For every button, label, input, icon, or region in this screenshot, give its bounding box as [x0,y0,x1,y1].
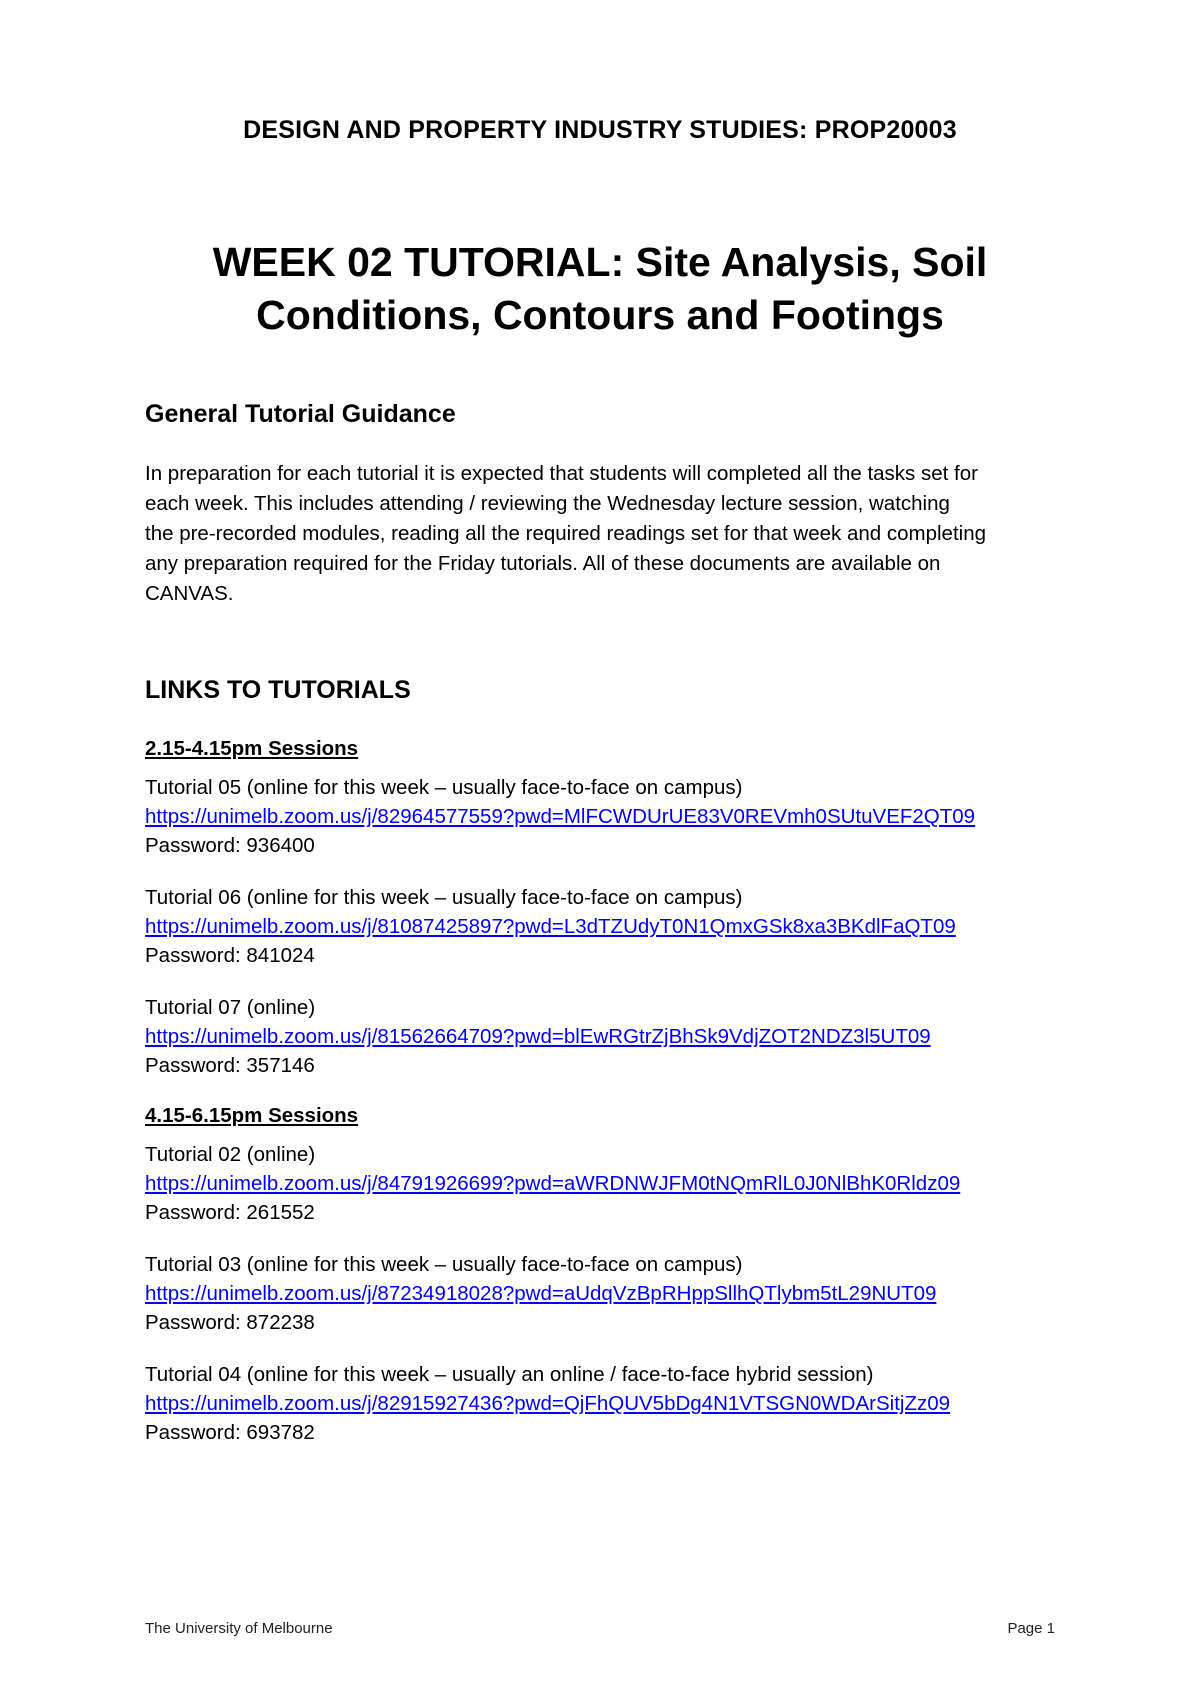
tutorial-entry [145,773,1105,860]
zoom-link[interactable]: https://unimelb.zoom.us/j/81087425897?pwd=L3dTZUdyT0N1QmxGSk8xa3BKdlFaQT09 [145,915,956,938]
tutorial-entry [145,883,1105,970]
tutorial-name: Tutorial 02 (online) [145,1143,316,1166]
title-line-2: Conditions, Contours and Footings [256,292,944,338]
tutorial-name: Tutorial 06 (online for this week – usually face-to-face on campus) [145,886,743,909]
tutorial-entry [145,1250,1105,1337]
tutorial-name: Tutorial 07 (online) [145,996,316,1019]
title-line-1: WEEK 02 TUTORIAL: Site Analysis, Soil [212,239,988,285]
tutorial-name: Tutorial 03 (online for this week – usually face-to-face on campus) [145,1253,743,1276]
session-heading: 4.15-6.15pm Sessions [145,1104,359,1127]
tutorial-password: Password: 693782 [145,1421,315,1444]
tutorial-password: Password: 261552 [145,1201,315,1224]
tutorial-password: Password: 841024 [145,944,315,967]
document-title [100,236,1100,342]
tutorial-name: Tutorial 05 (online for this week – usually face-to-face on campus) [145,776,743,799]
tutorial-password: Password: 872238 [145,1311,315,1334]
zoom-link[interactable]: https://unimelb.zoom.us/j/81562664709?pwd=blEwRGtrZjBhSk9VdjZOT2NDZ3l5UT09 [145,1025,931,1048]
links-heading: LINKS TO TUTORIALS [145,676,411,704]
tutorial-password: Password: 936400 [145,834,315,857]
zoom-link[interactable]: https://unimelb.zoom.us/j/87234918028?pwd=aUdqVzBpRHppSllhQTlybm5tL29NUT09 [145,1282,937,1305]
guidance-heading: General Tutorial Guidance [145,400,456,428]
session-group-afternoon [145,735,1105,1103]
session-heading: 2.15-4.15pm Sessions [145,737,359,760]
guidance-line: each week. This includes attending / reviewing the Wednesday lecture session, watching [145,492,950,515]
tutorial-password: Password: 357146 [145,1054,315,1077]
guidance-line: CANVAS. [145,582,234,605]
tutorial-entry [145,993,1105,1080]
guidance-line: the pre-recorded modules, reading all the required readings set for that week and completing [145,522,986,545]
guidance-line: any preparation required for the Friday tutorials. All of these documents are available on [145,552,941,575]
course-header: DESIGN AND PROPERTY INDUSTRY STUDIES: PROP20003 [243,116,957,144]
guidance-paragraph [145,459,1085,609]
session-group-evening [145,1102,1105,1470]
zoom-link[interactable]: https://unimelb.zoom.us/j/82964577559?pwd=MlFCWDUrUE83V0REVmh0SUtuVEF2QT09 [145,805,976,828]
zoom-link[interactable]: https://unimelb.zoom.us/j/84791926699?pwd=aWRDNWJFM0tNQmRlL0J0NlBhK0Rldz09 [145,1172,961,1195]
footer-page-number: Page 1 [1007,1620,1055,1637]
footer-institution: The University of Melbourne [145,1620,333,1637]
tutorial-entry [145,1360,1105,1447]
tutorial-name: Tutorial 04 (online for this week – usually an online / face-to-face hybrid session) [145,1363,874,1386]
zoom-link[interactable]: https://unimelb.zoom.us/j/82915927436?pwd=QjFhQUV5bDg4N1VTSGN0WDArSitjZz09 [145,1392,951,1415]
guidance-line: In preparation for each tutorial it is expected that students will completed all the tasks set for [145,462,978,485]
tutorial-entry [145,1140,1105,1227]
